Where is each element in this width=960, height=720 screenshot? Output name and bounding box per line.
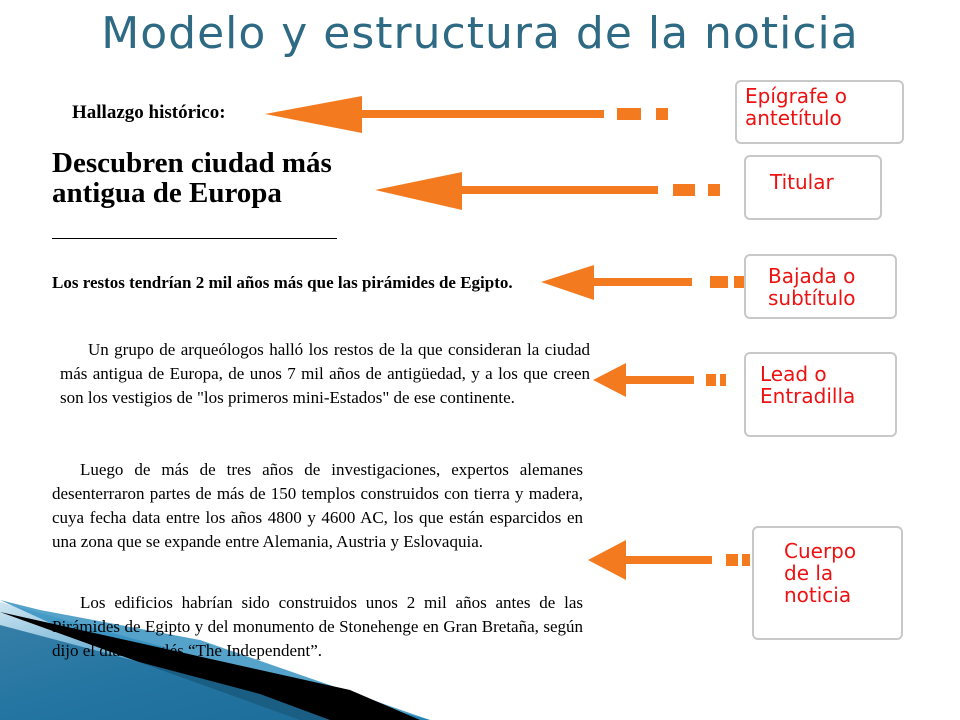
bajada-text: Los restos tendrían 2 mil años más que las pirámides de Egipto.: [52, 273, 513, 292]
page-title: Modelo y estructura de la noticia: [101, 8, 859, 59]
label-box-bajada: [744, 254, 897, 319]
label-box-epigrafe: [735, 80, 904, 144]
cuerpo-paragraph-1: Luego de más de tres años de investigaciones, expertos alemanes desenterraron partes de más de 150 templos construidos con tierra y madera, cuya fecha data entre los años 4800 y 4600 AC, los que están esparcidos en una zona que se expande entre Alemania, Austria y Eslovaquia.: [52, 460, 583, 551]
label-bajada: Bajada o subtítulo: [768, 264, 856, 310]
titular-text: Descubren ciudad más antigua de Europa: [52, 147, 332, 209]
arrow-bajada: [541, 265, 744, 300]
label-epigrafe: Epígrafe o antetítulo: [745, 84, 848, 130]
label-box-titular: [744, 155, 882, 220]
cuerpo-paragraph-2: Los edificios habrían sido construidos unos 2 mil años antes de las Pirámides de Egipto y del monumento de Stonehenge en Gran Bretaña, según dijo el diario inglés “The Independent”.: [52, 593, 583, 660]
arrow-epigrafe: [265, 96, 668, 133]
label-cuerpo: Cuerpo de la noticia: [784, 539, 857, 607]
arrow-titular: [375, 172, 720, 210]
lead-text: Un grupo de arqueólogos halló los restos de la que consideran la ciudad más antigua de Europa, de unos 7 mil años de antigüedad, y a los que creen son los vestigios de "los primeros mini-Estados" de ese continente.: [60, 340, 590, 407]
arrow-lead: [593, 363, 726, 397]
label-titular: Titular: [770, 170, 834, 194]
label-lead: Lead o Entradilla: [760, 362, 856, 408]
arrow-cuerpo: [588, 540, 750, 580]
epigrafe-text: Hallazgo histórico:: [72, 102, 226, 123]
label-box-lead: [744, 352, 897, 437]
label-box-cuerpo: [752, 526, 903, 640]
